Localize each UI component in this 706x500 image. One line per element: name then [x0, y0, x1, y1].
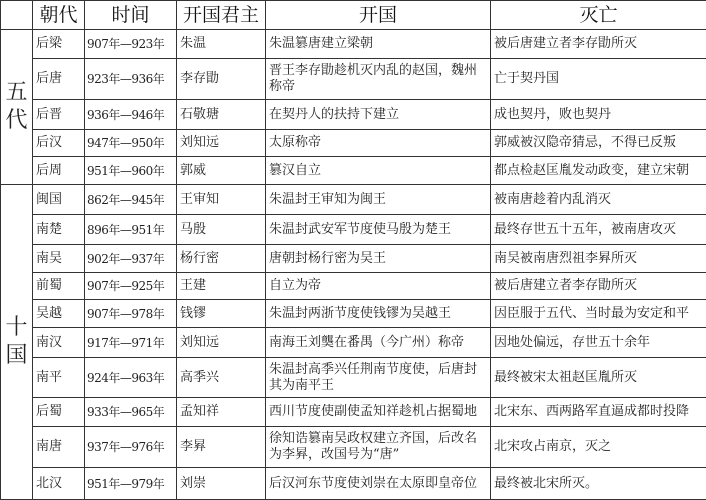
table-row — [1, 59, 706, 100]
fall-cell: 成也契丹，败也契丹 — [491, 100, 706, 130]
founding-cell: 徐知诰篡南吴政权建立齐国，后改名为李昪，改国号为“唐” — [266, 427, 491, 468]
fall-cell: 亡于契丹国 — [491, 59, 706, 100]
fall-cell: 郭威被汉隐帝猜忌，不得已反叛 — [491, 130, 706, 157]
table-row — [1, 328, 706, 358]
dynasty-cell: 南唐 — [33, 427, 85, 468]
fall-cell: 被后唐建立者李存勖所灭 — [491, 273, 706, 300]
time-cell: 902年—937年 — [85, 245, 177, 273]
dynasty-cell: 后晋 — [33, 100, 85, 130]
fall-cell: 最终存世五十五年，被南唐攻灭 — [491, 215, 706, 245]
header-row — [1, 1, 706, 30]
founding-cell: 朱温封两浙节度使钱镠为吴越王 — [266, 300, 491, 328]
time-cell: 924年—963年 — [85, 358, 177, 398]
dynasty-cell: 吴越 — [33, 300, 85, 328]
dynasty-cell: 后梁 — [33, 30, 85, 59]
time-cell: 933年—965年 — [85, 398, 177, 427]
founder-cell: 高季兴 — [177, 358, 266, 398]
time-cell: 923年—936年 — [85, 59, 177, 100]
fall-cell: 最终被北宋所灭。 — [491, 468, 706, 500]
founder-cell: 郭威 — [177, 157, 266, 185]
founder-cell: 刘崇 — [177, 468, 266, 500]
time-cell: 951年—979年 — [85, 468, 177, 500]
group-label — [1, 30, 33, 185]
fall-cell: 北宋东、西两路军直逼成都时投降 — [491, 398, 706, 427]
dynasty-cell: 后唐 — [33, 59, 85, 100]
founding-cell: 朱温封武安军节度使马殷为楚王 — [266, 215, 491, 245]
founder-cell: 李存勖 — [177, 59, 266, 100]
dynasty-cell: 后蜀 — [33, 398, 85, 427]
time-cell: 951年—960年 — [85, 157, 177, 185]
dynasty-cell: 北汉 — [33, 468, 85, 500]
table-row — [1, 300, 706, 328]
fall-cell: 被后唐建立者李存勖所灭 — [491, 30, 706, 59]
time-cell: 907年—925年 — [85, 273, 177, 300]
dynasty-cell: 南平 — [33, 358, 85, 398]
table-row — [1, 358, 706, 398]
fall-cell: 北宋攻占南京，灭之 — [491, 427, 706, 468]
fall-cell: 因地处偏远，存世五十余年 — [491, 328, 706, 358]
founding-cell: 自立为帝 — [266, 273, 491, 300]
table-row — [1, 185, 706, 215]
founder-cell: 孟知祥 — [177, 398, 266, 427]
time-cell: 907年—978年 — [85, 300, 177, 328]
fall-cell: 都点检赵匡胤发动政变，建立宋朝 — [491, 157, 706, 185]
group-label-char: 五 — [5, 80, 28, 105]
dynasty-cell: 南汉 — [33, 328, 85, 358]
founding-cell: 在契丹人的扶持下建立 — [266, 100, 491, 130]
fall-cell: 被南唐趁着内乱消灭 — [491, 185, 706, 215]
dynasty-cell: 闽国 — [33, 185, 85, 215]
founder-cell: 马殷 — [177, 215, 266, 245]
dynasty-cell: 前蜀 — [33, 273, 85, 300]
header-group — [1, 1, 33, 30]
founder-cell: 王审知 — [177, 185, 266, 215]
dynasty-cell: 后汉 — [33, 130, 85, 157]
time-cell: 896年—951年 — [85, 215, 177, 245]
founding-cell: 后汉河东节度使刘崇在太原即皇帝位 — [266, 468, 491, 500]
time-cell: 947年—950年 — [85, 130, 177, 157]
founder-cell: 王建 — [177, 273, 266, 300]
fall-cell: 南吴被南唐烈祖李昪所灭 — [491, 245, 706, 273]
founding-cell: 西川节度使副使孟知祥趁机占据蜀地 — [266, 398, 491, 427]
time-cell: 907年—923年 — [85, 30, 177, 59]
founder-cell: 钱镠 — [177, 300, 266, 328]
group-label-char: 十 — [5, 315, 28, 340]
dynasty-cell: 后周 — [33, 157, 85, 185]
founding-cell: 南海王刘龑在番禺（今广州）称帝 — [266, 328, 491, 358]
table-row — [1, 30, 706, 59]
founding-cell: 朱温篡唐建立梁朝 — [266, 30, 491, 59]
founder-cell: 刘知远 — [177, 130, 266, 157]
table-row — [1, 245, 706, 273]
founder-cell: 杨行密 — [177, 245, 266, 273]
table-row — [1, 468, 706, 500]
dynasty-cell: 南吴 — [33, 245, 85, 273]
founding-cell: 篡汉自立 — [266, 157, 491, 185]
table-row — [1, 130, 706, 157]
header-time: 时间 — [85, 1, 177, 30]
header-dynasty: 朝代 — [33, 1, 85, 30]
table-row — [1, 215, 706, 245]
time-cell: 937年—976年 — [85, 427, 177, 468]
fall-cell: 最终被宋太祖赵匡胤所灭 — [491, 358, 706, 398]
group-label-char: 代 — [5, 108, 28, 133]
founder-cell: 李昪 — [177, 427, 266, 468]
founding-cell: 唐朝封杨行密为吴王 — [266, 245, 491, 273]
group-label — [1, 185, 33, 500]
founding-cell: 朱温封高季兴任荆南节度使，后唐封其为南平王 — [266, 358, 491, 398]
group-label-char: 国 — [5, 343, 28, 368]
table-row — [1, 157, 706, 185]
table-row — [1, 398, 706, 427]
time-cell: 917年—971年 — [85, 328, 177, 358]
founding-cell: 朱温封王审知为闽王 — [266, 185, 491, 215]
header-founder: 开国君主 — [177, 1, 266, 30]
header-founding: 开国 — [266, 1, 491, 30]
dynasty-cell: 南楚 — [33, 215, 85, 245]
table-row — [1, 273, 706, 300]
table-row — [1, 427, 706, 468]
fall-cell: 因臣服于五代、当时最为安定和平 — [491, 300, 706, 328]
time-cell: 936年—946年 — [85, 100, 177, 130]
founder-cell: 朱温 — [177, 30, 266, 59]
header-fall: 灭亡 — [491, 1, 706, 30]
founder-cell: 刘知远 — [177, 328, 266, 358]
founding-cell: 太原称帝 — [266, 130, 491, 157]
founder-cell: 石敬瑭 — [177, 100, 266, 130]
time-cell: 862年—945年 — [85, 185, 177, 215]
table-row — [1, 100, 706, 130]
founding-cell: 晋王李存勖趁机灭内乱的赵国，魏州称帝 — [266, 59, 491, 100]
